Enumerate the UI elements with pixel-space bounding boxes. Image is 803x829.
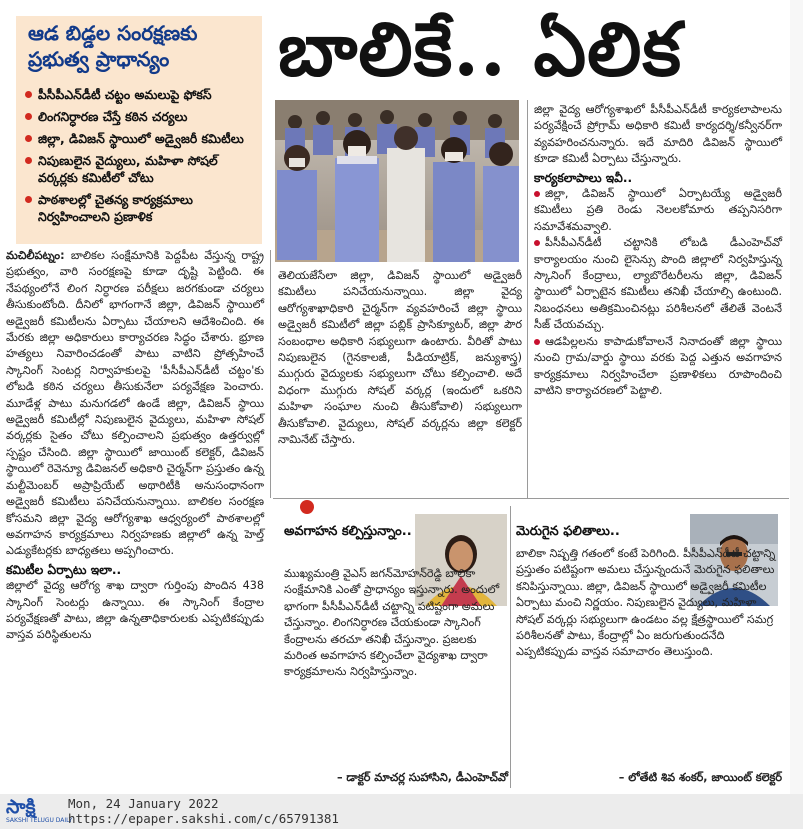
activity-item: ఆడపిల్లలను కాపాడుకోవాలనే నినాదంతో జిల్లా స్థాయి నుంచి గ్రామ/వార్డు స్థాయి వరకు పెద్ద ఎత్తున అవగాహన కార్యక్రమాలు నిర్వహించేలా ప్రణాళికలు రూపొందించి వాటిని కార్యాచరణలో పెట్టాలి.: [534, 334, 782, 397]
highlight-bullet: లింగనిర్ధారణ చేస్తే కఠిన చర్యలు: [24, 108, 258, 125]
quote-title: అవగాహన కల్పిస్తున్నాం..: [284, 524, 412, 539]
highlight-box-title: ఆడ బిడ్డల సంరక్షణకు ప్రభుత్వ ప్రాధాన్యం: [28, 21, 198, 71]
highlight-box-list: [24, 86, 258, 230]
article-column-3: [534, 102, 782, 399]
activity-item: పీసీపీఎన్‌డీటీ చట్టానికి లోబడి డీఎంహెచ్‌వో కార్యాలయం నుంచి లైసెన్సు పొంది జిల్లాలో నిర్వహిస్తున్న స్కానింగ్‌ కేంద్రాలు, ల్యాబొరేటరీలను జిల్లా, డివిజన్‌ స్థాయిలో ఏర్పాటైన కమిటీలు తనిఖీ చేయాల్సి ఉంటుంది. నిబంధనలు అతిక్రమించినట్లు పరిశీలనలో తేలితే వెంటనే సీజ్‌ చేయవచ్చు.: [534, 236, 782, 332]
column-divider: [270, 250, 271, 498]
red-bullet-icon: [534, 191, 540, 197]
sakshi-logo: సాక్షి SAKSHI TELUGU DAILY: [6, 796, 73, 824]
section-divider: [273, 498, 789, 499]
column-divider: [527, 100, 528, 498]
page-edge: [790, 0, 803, 829]
epaper-url[interactable]: https://epaper.sakshi.com/c/65791381: [68, 811, 339, 826]
subheading: కార్యకలాపాలు ఇవీ..: [534, 170, 633, 185]
dateline: మచిలీపట్నం:: [6, 249, 65, 262]
article-column-2: [278, 268, 522, 448]
subheading: కమిటీల ఏర్పాటు ఇలా..: [6, 562, 122, 577]
red-bullet-icon: [25, 135, 32, 142]
quote-byline: – లోతేటి శివ శంకర్‌, జాయింట్‌ కలెక్టర్‌: [618, 771, 782, 784]
headline: బాలికే.. ఏలిక: [278, 7, 682, 93]
article-body: జిల్లాలో వైద్య ఆరోగ్య శాఖ ద్వారా గుర్తింపు పొందిన 438 స్కానింగ్‌ సెంటర్లు ఉన్నాయి. ఈ స్కానింగ్‌ కేంద్రాల పర్యవేక్షణతో పాటు, జిల్లా ఉన్నతాధికారులకు ఎప్పటికప్పుడు వాస్తవ పరిస్థితులను: [6, 579, 264, 642]
red-bullet-icon: [25, 157, 32, 164]
highlight-bullet: పీసీపీఎన్‌డీటీ చట్టం అమలుపై ఫోకస్: [24, 86, 258, 103]
red-dot-icon: [300, 500, 314, 514]
article-body: బాలికల సంక్షేమానికి పెద్దపీట వేస్తున్న రాష్ట్ర ప్రభుత్వం, వారి సంరక్షణపై కూడా దృష్టి పెట్టింది. ఈ నేపథ్యంలోనే లింగ నిర్ధారణ పరీక్షలు జరగకుండా చర్యలు తీసుకుంటోంది. దీనిలో భాగంగానే జిల్లా, డివిజన్‌ స్థాయిలో అడ్వైజరీ కమిటీలను ఏర్పాటు చేయాలని ఆదేశించింది. ఈ మేరకు జిల్లా అధికారులు కార్యాచరణ సిద్ధం చేశారు. భ్రూణ హత్యలు నివారించడంతో పాటు వాటిని ప్రోత్సహించే స్కానింగ్‌ సెంటర్ల నిర్వాహకులపై 'పీసీపీఎన్‌డీటీ చట్టం'కు లోబడి కఠిన చర్యలు తీసుకునేలా పర్యవేక్షణ పెంచారు. మూడేళ్ల పాటు మనుగడలో ఉండే జిల్లా, డివిజన్‌ స్థాయి అడ్వైజరీ కమిటీల్లో నిపుణులైన వైద్యులు, మహిళా సోషల్‌ వర్కర్లకు సైతం చోటు కల్పించాలని ప్రభుత్వం ఉత్తర్వుల్లో స్పష్టం చేసింది. జిల్లా స్థాయిలో జాయింట్‌ కలెక్టర్‌, డివిజన్‌ స్థాయిలో రెవెన్యూ డివిజనల్‌ అధికారి చైర్మన్‌గా ప్రస్తుతం ఉన్న మల్టీమెంబర్‌ అప్రాప్రియేట్‌ అథారిటీకి అనుసంధానంగా అడ్వైజరీ కమిటీలు పనిచేయనున్నాయి. బాలికల సంరక్షణ కోసమని జిల్లా వైద్య ఆరోగ్యశాఖ ఆధ్వర్యంలో పాఠశాలల్లో అవగాహన కార్యక్రమాలు నిర్వహణకు జిల్లాలో ఉన్న హెల్త్‌ ఎడ్యుకేటర్లకు బాధ్యతలు అప్పగించారు.: [6, 249, 264, 558]
publication-date: Mon, 24 January 2022: [68, 796, 219, 811]
red-bullet-icon: [25, 113, 32, 120]
red-bullet-icon: [534, 240, 540, 246]
highlight-bullet: నిపుణులైన వైద్యులు, మహిళా సోషల్‌ వర్కర్లకు కమిటీలో చోటు: [24, 152, 258, 186]
red-bullet-icon: [25, 91, 32, 98]
activity-item: జిల్లా, డివిజన్‌ స్థాయిలో ఏర్పాటయ్యే అడ్వైజరీ కమిటీలు ప్రతి రెండు నెలలకోమారు తప్పనిసరిగా సమావేశమవ్వాలి.: [534, 187, 782, 233]
article-column-1: [6, 248, 264, 644]
column-divider: [510, 506, 511, 788]
quote-body: బాలికా నిష్పత్తి గతంలో కంటే పెరిగింది. పీసీపీఎన్‌డీటీ చట్టాన్ని ప్రస్తుతం పటిష్టంగా అమలు చేస్తున్నందునే మెరుగైన ఫలితాలు కనిపిస్తున్నాయి. జిల్లా, డివిజన్‌ స్థాయిలో అడ్వైజరీ కమిటీల ఏర్పాటు మంచి నిర్ణయం. నిపుణులైన వైద్యులు, మహిళా సోషల్‌ వర్కర్లు సభ్యులుగా ఉండటం వల్ల క్షేత్రస్థాయిలో సమగ్ర పరిశీలనతో పాటు, కేంద్రాల్లో ఏం జరుగుతుందనేది ఎప్పటికప్పుడు వాస్తవ సమాచారం తెలుస్తుంది.: [516, 547, 776, 659]
quote-body: ముఖ్యమంత్రి వైఎస్‌ జగన్‌మోహన్‌రెడ్డి బాలికా సంక్షేమానికి ఎంతో ప్రాధాన్యం ఇస్తున్నారు. అందులో భాగంగా పీసీపీఎన్‌డీటీ చట్టాన్ని పటిష్టంగా అమలు చేస్తున్నాం. లింగనిర్ధారణ చేయకుండా స్కానింగ్‌ కేంద్రాలను తరచూ తనిఖీ చేస్తున్నాం. ప్రజలకు మరింత అవగాహన కల్పించేలా వైద్యశాఖ ద్వారా కార్యక్రమాలను నిర్వహిస్తున్నాం.: [284, 567, 500, 679]
quote-byline: – డాక్టర్‌ మాచర్ల సుహాసిని, డీఎంహెచ్‌వో: [336, 771, 508, 784]
red-bullet-icon: [534, 339, 540, 345]
red-bullet-icon: [25, 196, 32, 203]
highlight-bullet: పాఠశాలల్లో చైతన్య కార్యక్రమాలు నిర్వహించాలని ప్రణాళిక: [24, 191, 258, 225]
quote-title: మెరుగైన ఫలితాలు..: [516, 524, 620, 539]
article-body: తెలియజేసేలా జిల్లా, డివిజన్‌ స్థాయిలో అడ్వైజరీ కమిటీలు పనిచేయనున్నాయి. జిల్లా వైద్య ఆరోగ్యశాఖాధికారి చైర్మన్‌గా వ్యవహరించే జిల్లా స్థాయి అడ్వైజరీ కమిటీలో జిల్లా పబ్లిక్‌ ప్రాసిక్యూటర్‌, జిల్లా పౌర సంబంధాల అధికారి సభ్యులుగా ఉంటారు. వీరితో పాటు నిపుణులైన (గైనకాలజీ, పీడియాట్రిక్‌, జన్యుశాస్త్ర) ముగ్గురు వైద్యులకు సభ్యులుగా చోటు కల్పించాలి. అదే విధంగా ముగ్గురు సోషల్‌ వర్కర్ల (ఇందులో ఒకరిని మహిళా సంఘాల నుంచి తీసుకోవాలి) సభ్యులుగా తీసుకోవాలి. వైద్యులు, సోషల్‌ వర్కర్లను జిల్లా కలెక్టర్‌ నామినేట్‌ చేస్తారు.: [278, 269, 522, 447]
article-body: జిల్లా వైద్య ఆరోగ్యశాఖలో పీసీపీఎన్‌డీటీ కార్యకలాపాలను పర్యవేక్షించే ప్రోగ్రామ్‌ అధికారి కమిటీ కార్యదర్శి/కన్వీనర్‌గా వ్యవహరించనున్నారు. ఇదే మాదిరి డివిజన్‌ స్థాయిలో కూడా కమిటీ ఏర్పాటు చేస్తున్నారు.: [534, 103, 782, 166]
students-photo: [275, 100, 519, 262]
highlight-bullet: జిల్లా, డివిజన్‌ స్థాయిలో అడ్వైజరీ కమిటీలు: [24, 130, 258, 147]
